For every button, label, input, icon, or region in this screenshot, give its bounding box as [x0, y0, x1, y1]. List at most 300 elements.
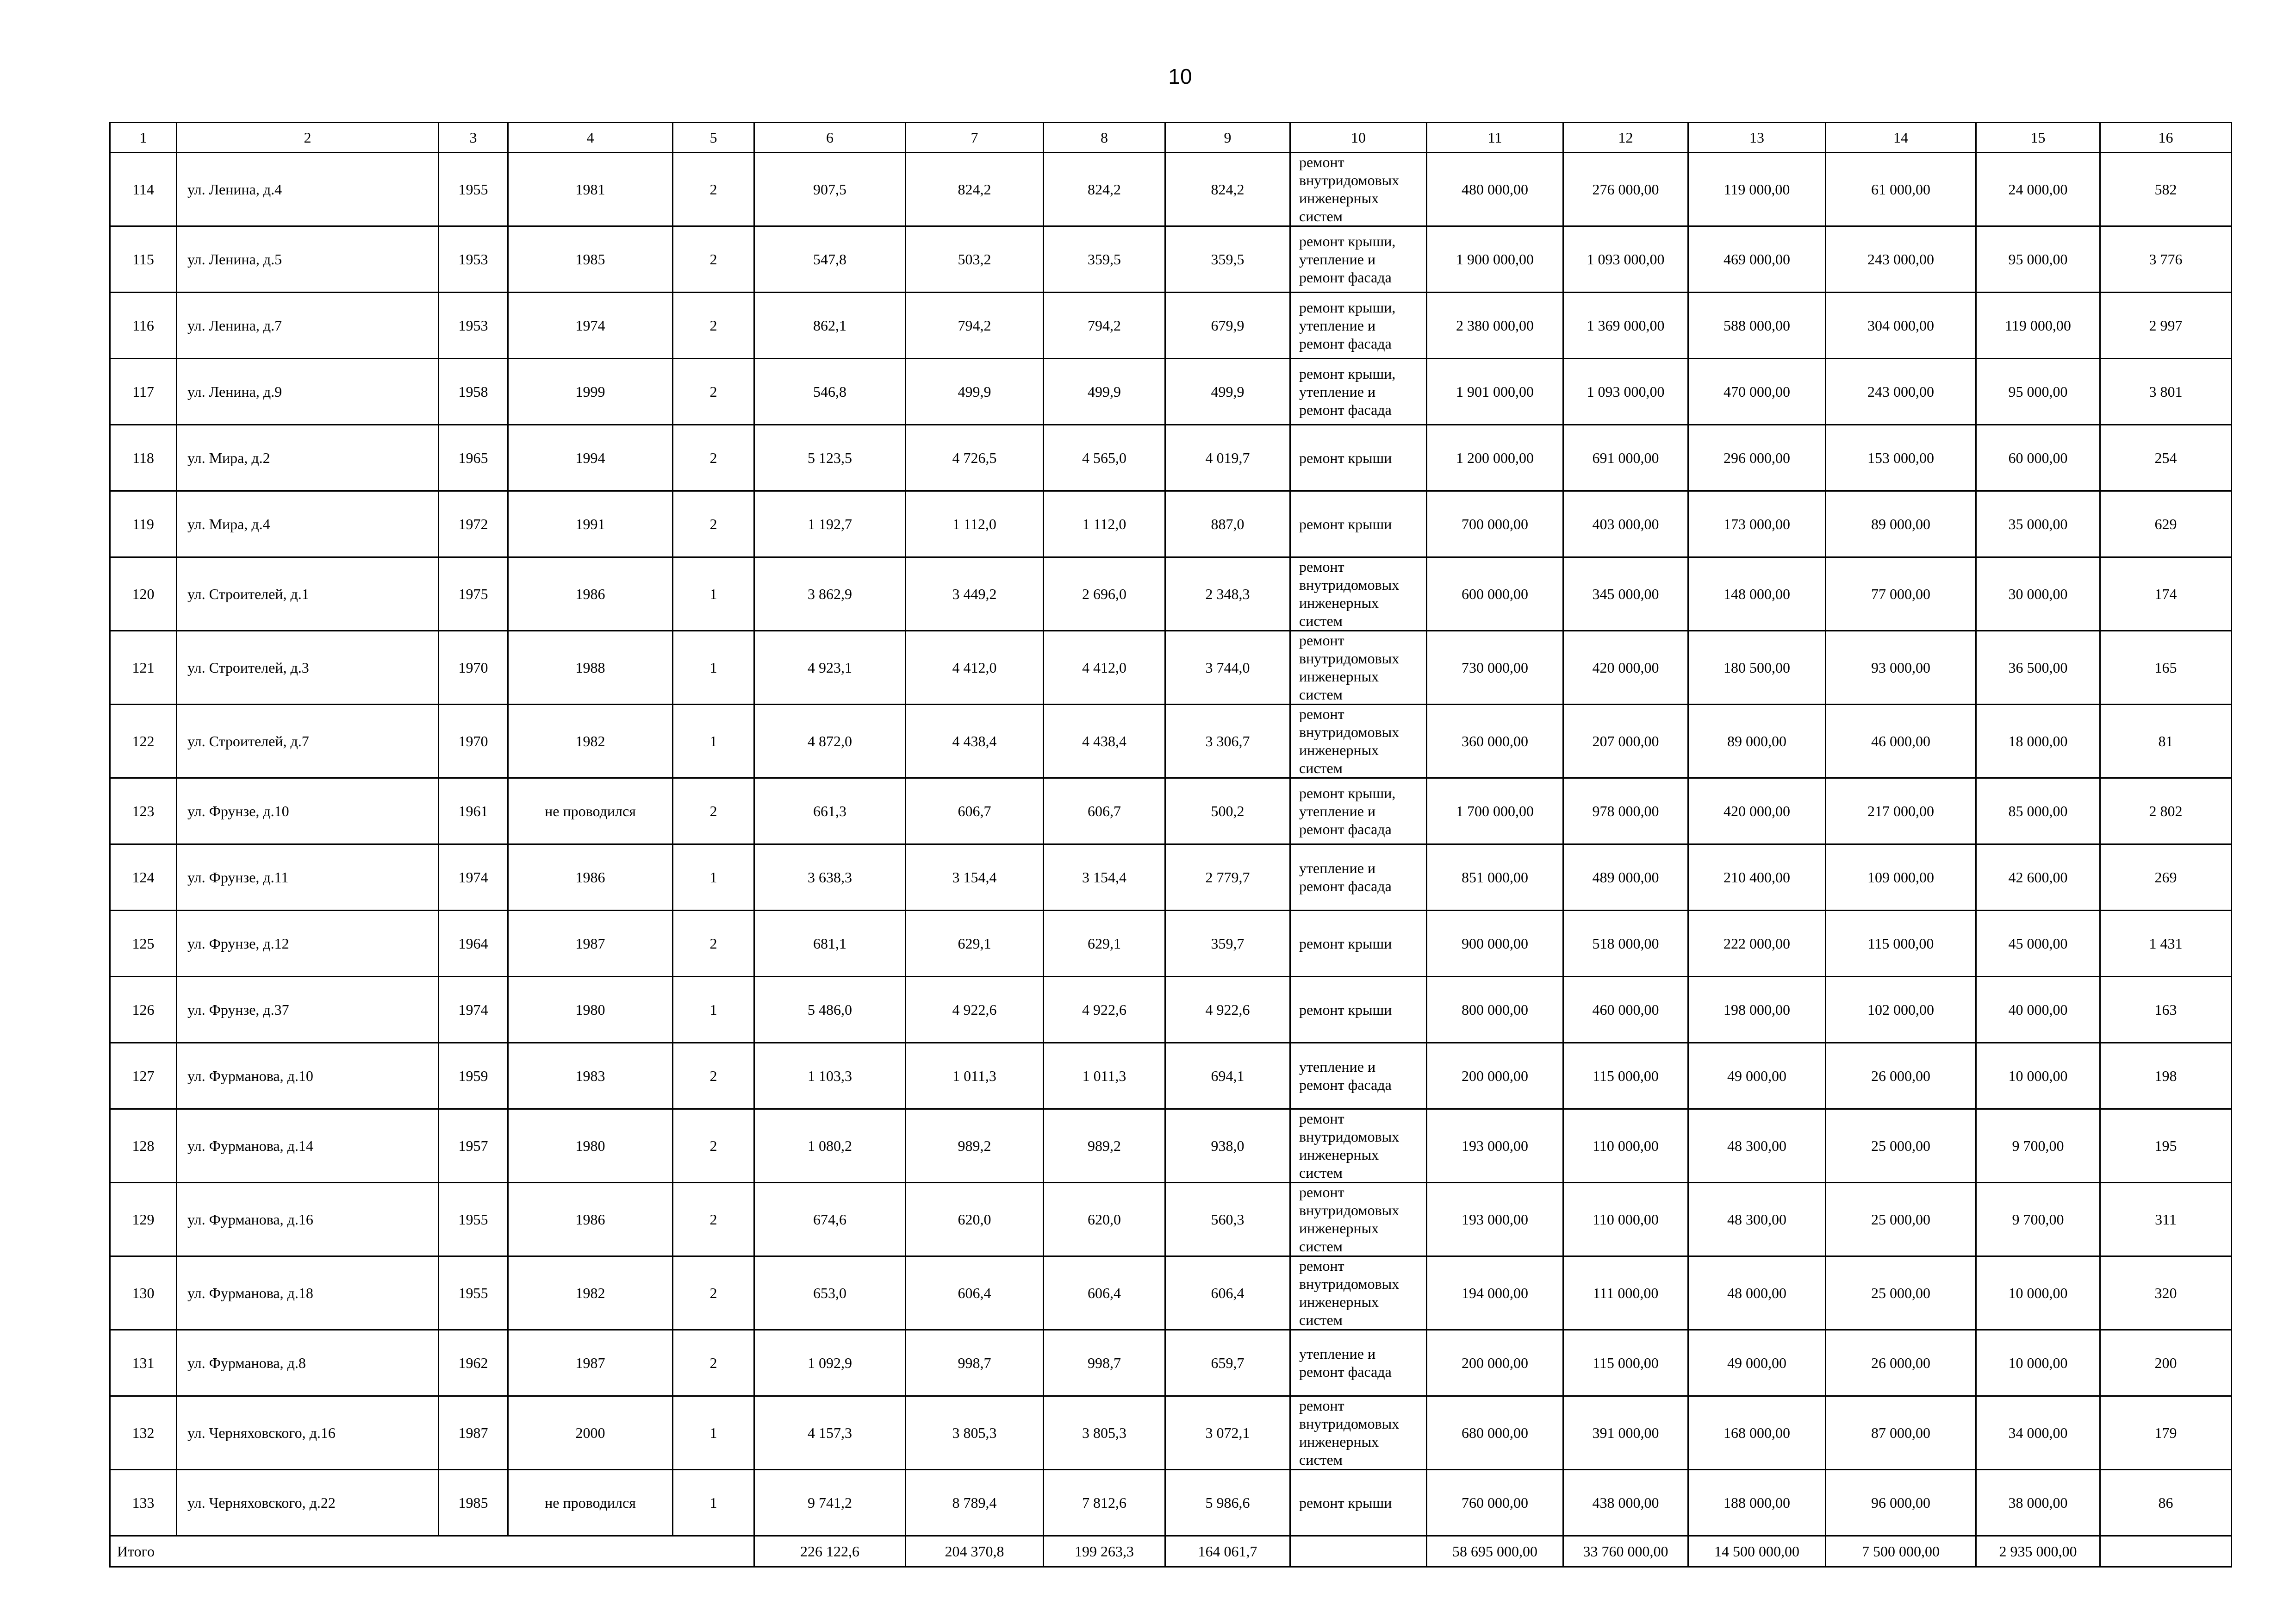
area-cell: 620,0	[906, 1183, 1044, 1256]
build-year-cell: 1955	[439, 1183, 508, 1256]
total-area-cell: 546,8	[754, 359, 906, 425]
total-area-cell: 9 741,2	[754, 1470, 906, 1536]
area-cell: 2 779,7	[1165, 844, 1290, 911]
last-repair-year-cell: 1980	[508, 977, 673, 1043]
column-header: 8	[1044, 123, 1165, 153]
floors-cell: 2	[673, 778, 754, 844]
cost-cell: 1 901 000,00	[1427, 359, 1563, 425]
cost-cell: 438 000,00	[1563, 1470, 1688, 1536]
total-area-cell: 661,3	[754, 778, 906, 844]
build-year-cell: 1987	[439, 1396, 508, 1470]
work-type-cell: ремонт внутридомовых инженерных систем	[1290, 1183, 1427, 1256]
cost-cell: 46 000,00	[1826, 705, 1976, 778]
area-cell: 824,2	[1165, 153, 1290, 226]
cost-cell: 24 000,00	[1976, 153, 2100, 226]
cost-cell: 96 000,00	[1826, 1470, 1976, 1536]
total-area-cell: 1 092,9	[754, 1330, 906, 1396]
column-header: 4	[508, 123, 673, 153]
cost-cell: 40 000,00	[1976, 977, 2100, 1043]
cost-cell: 148 000,00	[1688, 557, 1826, 631]
cost-cell: 978 000,00	[1563, 778, 1688, 844]
area-cell: 503,2	[906, 226, 1044, 293]
total-area-cell: 5 486,0	[754, 977, 906, 1043]
area-cell: 620,0	[1044, 1183, 1165, 1256]
cost-cell: 180 500,00	[1688, 631, 1826, 705]
address-cell: ул. Строителей, д.3	[177, 631, 439, 705]
unit-cost-cell: 2 997	[2100, 293, 2232, 359]
area-cell: 4 438,4	[906, 705, 1044, 778]
last-repair-year-cell: 1991	[508, 491, 673, 557]
cost-cell: 1 093 000,00	[1563, 359, 1688, 425]
last-repair-year-cell: 1986	[508, 557, 673, 631]
total-cell: 204 370,8	[906, 1536, 1044, 1567]
work-type-cell: ремонт крыши	[1290, 977, 1427, 1043]
cost-cell: 77 000,00	[1826, 557, 1976, 631]
total-cell	[2100, 1536, 2232, 1567]
address-cell: ул. Мира, д.2	[177, 425, 439, 491]
table-row	[110, 911, 2232, 977]
last-repair-year-cell: 1986	[508, 1183, 673, 1256]
unit-cost-cell: 320	[2100, 1256, 2232, 1330]
cost-cell: 198 000,00	[1688, 977, 1826, 1043]
cost-cell: 49 000,00	[1688, 1330, 1826, 1396]
total-cell: 164 061,7	[1165, 1536, 1290, 1567]
column-header: 2	[177, 123, 439, 153]
area-cell: 989,2	[906, 1109, 1044, 1183]
table-row	[110, 293, 2232, 359]
cost-cell: 345 000,00	[1563, 557, 1688, 631]
cost-cell: 217 000,00	[1826, 778, 1976, 844]
address-cell: ул. Строителей, д.1	[177, 557, 439, 631]
address-cell: ул. Ленина, д.4	[177, 153, 439, 226]
area-cell: 629,1	[1044, 911, 1165, 977]
build-year-cell: 1957	[439, 1109, 508, 1183]
unit-cost-cell: 3 801	[2100, 359, 2232, 425]
area-cell: 3 154,4	[1044, 844, 1165, 911]
area-cell: 4 565,0	[1044, 425, 1165, 491]
row-number-cell: 122	[110, 705, 177, 778]
cost-cell: 26 000,00	[1826, 1330, 1976, 1396]
work-type-cell: ремонт крыши, утепление и ремонт фасада	[1290, 359, 1427, 425]
floors-cell: 2	[673, 153, 754, 226]
cost-cell: 851 000,00	[1427, 844, 1563, 911]
address-cell: ул. Фурманова, д.16	[177, 1183, 439, 1256]
total-cell: 199 263,3	[1044, 1536, 1165, 1567]
area-cell: 606,7	[906, 778, 1044, 844]
table-row	[110, 1183, 2232, 1256]
cost-cell: 110 000,00	[1563, 1109, 1688, 1183]
floors-cell: 2	[673, 425, 754, 491]
last-repair-year-cell: 1974	[508, 293, 673, 359]
row-number-cell: 116	[110, 293, 177, 359]
area-cell: 560,3	[1165, 1183, 1290, 1256]
row-number-cell: 127	[110, 1043, 177, 1109]
build-year-cell: 1955	[439, 153, 508, 226]
row-number-cell: 120	[110, 557, 177, 631]
column-header: 11	[1427, 123, 1563, 153]
area-cell: 7 812,6	[1044, 1470, 1165, 1536]
cost-cell: 168 000,00	[1688, 1396, 1826, 1470]
unit-cost-cell: 165	[2100, 631, 2232, 705]
unit-cost-cell: 163	[2100, 977, 2232, 1043]
total-area-cell: 907,5	[754, 153, 906, 226]
capital-repair-table	[109, 122, 2232, 1568]
row-number-cell: 131	[110, 1330, 177, 1396]
last-repair-year-cell: 1986	[508, 844, 673, 911]
cost-cell: 115 000,00	[1563, 1043, 1688, 1109]
address-cell: ул. Ленина, д.9	[177, 359, 439, 425]
cost-cell: 49 000,00	[1688, 1043, 1826, 1109]
cost-cell: 518 000,00	[1563, 911, 1688, 977]
build-year-cell: 1972	[439, 491, 508, 557]
area-cell: 4 726,5	[906, 425, 1044, 491]
cost-cell: 48 300,00	[1688, 1183, 1826, 1256]
unit-cost-cell: 86	[2100, 1470, 2232, 1536]
unit-cost-cell: 81	[2100, 705, 2232, 778]
row-number-cell: 133	[110, 1470, 177, 1536]
work-type-cell: ремонт внутридомовых инженерных систем	[1290, 1256, 1427, 1330]
last-repair-year-cell: 1999	[508, 359, 673, 425]
area-cell: 606,7	[1044, 778, 1165, 844]
table-row	[110, 557, 2232, 631]
unit-cost-cell: 254	[2100, 425, 2232, 491]
address-cell: ул. Фурманова, д.18	[177, 1256, 439, 1330]
area-cell: 359,5	[1165, 226, 1290, 293]
column-header: 15	[1976, 123, 2100, 153]
work-type-cell: ремонт внутридомовых инженерных систем	[1290, 631, 1427, 705]
total-area-cell: 681,1	[754, 911, 906, 977]
work-type-cell: ремонт крыши	[1290, 1470, 1427, 1536]
last-repair-year-cell: 1980	[508, 1109, 673, 1183]
cost-cell: 102 000,00	[1826, 977, 1976, 1043]
address-cell: ул. Фрунзе, д.12	[177, 911, 439, 977]
area-cell: 606,4	[1165, 1256, 1290, 1330]
area-cell: 694,1	[1165, 1043, 1290, 1109]
row-number-cell: 121	[110, 631, 177, 705]
cost-cell: 760 000,00	[1427, 1470, 1563, 1536]
last-repair-year-cell: 1988	[508, 631, 673, 705]
build-year-cell: 1970	[439, 705, 508, 778]
build-year-cell: 1958	[439, 359, 508, 425]
row-number-cell: 119	[110, 491, 177, 557]
row-number-cell: 130	[110, 1256, 177, 1330]
cost-cell: 680 000,00	[1427, 1396, 1563, 1470]
column-header: 1	[110, 123, 177, 153]
floors-cell: 2	[673, 1330, 754, 1396]
cost-cell: 111 000,00	[1563, 1256, 1688, 1330]
work-type-cell: ремонт крыши	[1290, 911, 1427, 977]
cost-cell: 9 700,00	[1976, 1109, 2100, 1183]
cost-cell: 110 000,00	[1563, 1183, 1688, 1256]
address-cell: ул. Фрунзе, д.10	[177, 778, 439, 844]
table-row	[110, 977, 2232, 1043]
column-header: 12	[1563, 123, 1688, 153]
area-cell: 1 112,0	[1044, 491, 1165, 557]
cost-cell: 87 000,00	[1826, 1396, 1976, 1470]
cost-cell: 119 000,00	[1976, 293, 2100, 359]
floors-cell: 2	[673, 1043, 754, 1109]
total-area-cell: 547,8	[754, 226, 906, 293]
table-row	[110, 844, 2232, 911]
cost-cell: 109 000,00	[1826, 844, 1976, 911]
cost-cell: 115 000,00	[1563, 1330, 1688, 1396]
area-cell: 659,7	[1165, 1330, 1290, 1396]
area-cell: 8 789,4	[906, 1470, 1044, 1536]
area-cell: 989,2	[1044, 1109, 1165, 1183]
row-number-cell: 117	[110, 359, 177, 425]
floors-cell: 2	[673, 1183, 754, 1256]
build-year-cell: 1961	[439, 778, 508, 844]
area-cell: 938,0	[1165, 1109, 1290, 1183]
table-row	[110, 631, 2232, 705]
build-year-cell: 1985	[439, 1470, 508, 1536]
build-year-cell: 1953	[439, 293, 508, 359]
cost-cell: 200 000,00	[1427, 1330, 1563, 1396]
area-cell: 499,9	[1044, 359, 1165, 425]
last-repair-year-cell: 1987	[508, 1330, 673, 1396]
total-cell	[1290, 1536, 1427, 1567]
address-cell: ул. Фрунзе, д.37	[177, 977, 439, 1043]
total-area-cell: 4 157,3	[754, 1396, 906, 1470]
floors-cell: 2	[673, 1109, 754, 1183]
area-cell: 679,9	[1165, 293, 1290, 359]
area-cell: 606,4	[906, 1256, 1044, 1330]
cost-cell: 276 000,00	[1563, 153, 1688, 226]
cost-cell: 1 200 000,00	[1427, 425, 1563, 491]
cost-cell: 243 000,00	[1826, 359, 1976, 425]
row-number-cell: 123	[110, 778, 177, 844]
area-cell: 2 348,3	[1165, 557, 1290, 631]
cost-cell: 10 000,00	[1976, 1043, 2100, 1109]
floors-cell: 1	[673, 705, 754, 778]
total-area-cell: 5 123,5	[754, 425, 906, 491]
floors-cell: 1	[673, 1396, 754, 1470]
cost-cell: 173 000,00	[1688, 491, 1826, 557]
area-cell: 4 922,6	[1044, 977, 1165, 1043]
build-year-cell: 1953	[439, 226, 508, 293]
cost-cell: 48 300,00	[1688, 1109, 1826, 1183]
address-cell: ул. Черняховского, д.22	[177, 1470, 439, 1536]
table-row	[110, 153, 2232, 226]
total-area-cell: 862,1	[754, 293, 906, 359]
address-cell: ул. Ленина, д.5	[177, 226, 439, 293]
area-cell: 794,2	[906, 293, 1044, 359]
work-type-cell: ремонт внутридомовых инженерных систем	[1290, 153, 1427, 226]
row-number-cell: 125	[110, 911, 177, 977]
cost-cell: 1 093 000,00	[1563, 226, 1688, 293]
total-cell: 58 695 000,00	[1427, 1536, 1563, 1567]
last-repair-year-cell: 1985	[508, 226, 673, 293]
row-number-cell: 115	[110, 226, 177, 293]
work-type-cell: утепление и ремонт фасада	[1290, 1330, 1427, 1396]
build-year-cell: 1975	[439, 557, 508, 631]
row-number-cell: 126	[110, 977, 177, 1043]
total-area-cell: 3 862,9	[754, 557, 906, 631]
area-cell: 998,7	[906, 1330, 1044, 1396]
total-cell: 2 935 000,00	[1976, 1536, 2100, 1567]
work-type-cell: ремонт крыши, утепление и ремонт фасада	[1290, 226, 1427, 293]
row-number-cell: 118	[110, 425, 177, 491]
cost-cell: 700 000,00	[1427, 491, 1563, 557]
work-type-cell: ремонт крыши	[1290, 425, 1427, 491]
last-repair-year-cell: 1982	[508, 1256, 673, 1330]
cost-cell: 1 900 000,00	[1427, 226, 1563, 293]
cost-cell: 36 500,00	[1976, 631, 2100, 705]
total-area-cell: 3 638,3	[754, 844, 906, 911]
cost-cell: 391 000,00	[1563, 1396, 1688, 1470]
work-type-cell: ремонт внутридомовых инженерных систем	[1290, 1109, 1427, 1183]
row-number-cell: 114	[110, 153, 177, 226]
work-type-cell: ремонт крыши	[1290, 491, 1427, 557]
last-repair-year-cell: не проводился	[508, 778, 673, 844]
total-area-cell: 674,6	[754, 1183, 906, 1256]
last-repair-year-cell: не проводился	[508, 1470, 673, 1536]
area-cell: 629,1	[906, 911, 1044, 977]
cost-cell: 403 000,00	[1563, 491, 1688, 557]
cost-cell: 296 000,00	[1688, 425, 1826, 491]
column-header: 14	[1826, 123, 1976, 153]
unit-cost-cell: 1 431	[2100, 911, 2232, 977]
cost-cell: 304 000,00	[1826, 293, 1976, 359]
total-area-cell: 1 103,3	[754, 1043, 906, 1109]
table-row	[110, 359, 2232, 425]
cost-cell: 25 000,00	[1826, 1109, 1976, 1183]
cost-cell: 10 000,00	[1976, 1330, 2100, 1396]
build-year-cell: 1955	[439, 1256, 508, 1330]
build-year-cell: 1970	[439, 631, 508, 705]
address-cell: ул. Строителей, д.7	[177, 705, 439, 778]
address-cell: ул. Ленина, д.7	[177, 293, 439, 359]
floors-cell: 1	[673, 557, 754, 631]
cost-cell: 48 000,00	[1688, 1256, 1826, 1330]
table-row	[110, 491, 2232, 557]
unit-cost-cell: 269	[2100, 844, 2232, 911]
area-cell: 824,2	[906, 153, 1044, 226]
area-cell: 2 696,0	[1044, 557, 1165, 631]
cost-cell: 469 000,00	[1688, 226, 1826, 293]
cost-cell: 95 000,00	[1976, 226, 2100, 293]
table-row	[110, 226, 2232, 293]
cost-cell: 222 000,00	[1688, 911, 1826, 977]
last-repair-year-cell: 1987	[508, 911, 673, 977]
area-cell: 606,4	[1044, 1256, 1165, 1330]
table-row	[110, 1470, 2232, 1536]
table-row	[110, 778, 2232, 844]
page-number: 10	[1168, 64, 1192, 88]
area-cell: 359,5	[1044, 226, 1165, 293]
work-type-cell: ремонт крыши, утепление и ремонт фасада	[1290, 778, 1427, 844]
cost-cell: 210 400,00	[1688, 844, 1826, 911]
cost-cell: 25 000,00	[1826, 1256, 1976, 1330]
area-cell: 3 306,7	[1165, 705, 1290, 778]
column-header: 7	[906, 123, 1044, 153]
cost-cell: 489 000,00	[1563, 844, 1688, 911]
cost-cell: 85 000,00	[1976, 778, 2100, 844]
area-cell: 3 154,4	[906, 844, 1044, 911]
cost-cell: 420 000,00	[1563, 631, 1688, 705]
unit-cost-cell: 582	[2100, 153, 2232, 226]
build-year-cell: 1974	[439, 977, 508, 1043]
area-cell: 499,9	[1165, 359, 1290, 425]
cost-cell: 119 000,00	[1688, 153, 1826, 226]
cost-cell: 691 000,00	[1563, 425, 1688, 491]
area-cell: 3 744,0	[1165, 631, 1290, 705]
table-row	[110, 1256, 2232, 1330]
cost-cell: 188 000,00	[1688, 1470, 1826, 1536]
cost-cell: 35 000,00	[1976, 491, 2100, 557]
area-cell: 1 112,0	[906, 491, 1044, 557]
area-cell: 4 412,0	[906, 631, 1044, 705]
last-repair-year-cell: 2000	[508, 1396, 673, 1470]
floors-cell: 2	[673, 293, 754, 359]
unit-cost-cell: 2 802	[2100, 778, 2232, 844]
table-row	[110, 705, 2232, 778]
area-cell: 500,2	[1165, 778, 1290, 844]
area-cell: 499,9	[906, 359, 1044, 425]
floors-cell: 1	[673, 631, 754, 705]
address-cell: ул. Мира, д.4	[177, 491, 439, 557]
cost-cell: 60 000,00	[1976, 425, 2100, 491]
cost-cell: 193 000,00	[1427, 1183, 1563, 1256]
cost-cell: 89 000,00	[1688, 705, 1826, 778]
area-cell: 5 986,6	[1165, 1470, 1290, 1536]
total-cell: 33 760 000,00	[1563, 1536, 1688, 1567]
table-body	[110, 153, 2232, 1536]
total-cell: 14 500 000,00	[1688, 1536, 1826, 1567]
unit-cost-cell: 179	[2100, 1396, 2232, 1470]
column-header: 5	[673, 123, 754, 153]
total-area-cell: 1 192,7	[754, 491, 906, 557]
area-cell: 359,7	[1165, 911, 1290, 977]
cost-cell: 480 000,00	[1427, 153, 1563, 226]
unit-cost-cell: 200	[2100, 1330, 2232, 1396]
floors-cell: 2	[673, 491, 754, 557]
floors-cell: 2	[673, 359, 754, 425]
cost-cell: 194 000,00	[1427, 1256, 1563, 1330]
work-type-cell: ремонт крыши, утепление и ремонт фасада	[1290, 293, 1427, 359]
column-header: 9	[1165, 123, 1290, 153]
floors-cell: 2	[673, 226, 754, 293]
table-row	[110, 1330, 2232, 1396]
area-cell: 3 805,3	[1044, 1396, 1165, 1470]
floors-cell: 2	[673, 911, 754, 977]
cost-cell: 30 000,00	[1976, 557, 2100, 631]
area-cell: 824,2	[1044, 153, 1165, 226]
work-type-cell: ремонт внутридомовых инженерных систем	[1290, 705, 1427, 778]
cost-cell: 115 000,00	[1826, 911, 1976, 977]
unit-cost-cell: 195	[2100, 1109, 2232, 1183]
cost-cell: 1 700 000,00	[1427, 778, 1563, 844]
cost-cell: 42 600,00	[1976, 844, 2100, 911]
table-row	[110, 425, 2232, 491]
cost-cell: 93 000,00	[1826, 631, 1976, 705]
total-cell: 226 122,6	[754, 1536, 906, 1567]
floors-cell: 2	[673, 1256, 754, 1330]
area-cell: 887,0	[1165, 491, 1290, 557]
work-type-cell: ремонт внутридомовых инженерных систем	[1290, 1396, 1427, 1470]
address-cell: ул. Фурманова, д.10	[177, 1043, 439, 1109]
row-number-cell: 132	[110, 1396, 177, 1470]
area-cell: 4 438,4	[1044, 705, 1165, 778]
unit-cost-cell: 629	[2100, 491, 2232, 557]
cost-cell: 26 000,00	[1826, 1043, 1976, 1109]
row-number-cell: 129	[110, 1183, 177, 1256]
address-cell: ул. Черняховского, д.16	[177, 1396, 439, 1470]
address-cell: ул. Фурманова, д.8	[177, 1330, 439, 1396]
cost-cell: 200 000,00	[1427, 1043, 1563, 1109]
cost-cell: 61 000,00	[1826, 153, 1976, 226]
table-row	[110, 1109, 2232, 1183]
